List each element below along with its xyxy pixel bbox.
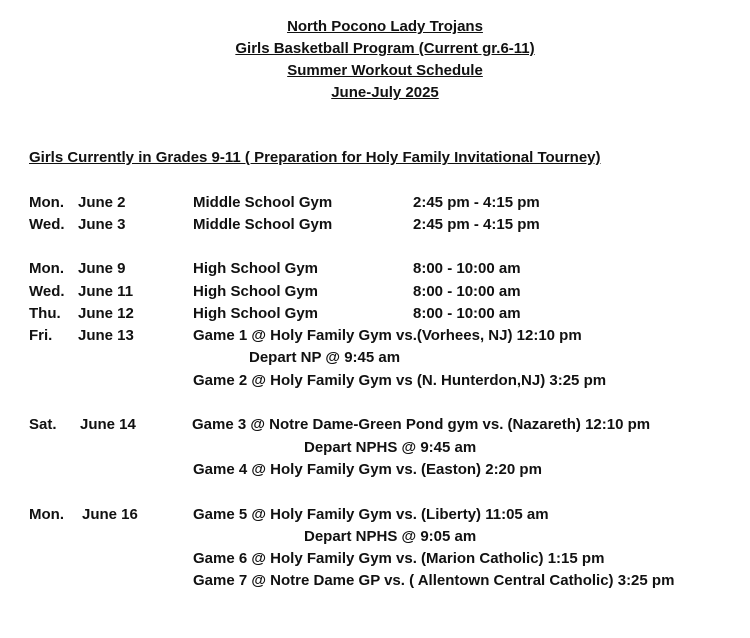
- row-location: High School Gym: [193, 260, 319, 277]
- row-time: 8:00 - 10:00 am: [413, 305, 521, 322]
- row-location: Game 1 @ Holy Family Gym vs.(Vorhees, NJ) 12:10 pm: [193, 327, 582, 344]
- row-location: Game 2 @ Holy Family Gym vs (N. Hunterdon,NJ) 3:25 pm: [193, 372, 607, 389]
- row-date: June 2: [78, 194, 126, 211]
- row-day: Mon.: [29, 506, 64, 523]
- row-date: June 11: [78, 283, 134, 300]
- row-day: Mon.: [29, 194, 64, 211]
- section-title: Girls Currently in Grades 9-11 ( Preparation for Holy Family Invitational Tourney): [29, 149, 601, 166]
- row-time: 8:00 - 10:00 am: [413, 260, 521, 277]
- row-time: 2:45 pm - 4:15 pm: [413, 216, 540, 233]
- schedule-title: Summer Workout Schedule: [287, 62, 483, 79]
- row-departure: Depart NP @ 9:45 am: [249, 349, 401, 366]
- row-location: Game 3 @ Notre Dame-Green Pond gym vs. (Nazareth) 12:10 pm: [192, 416, 651, 433]
- row-location: Middle School Gym: [193, 194, 333, 211]
- row-day: Mon.: [29, 260, 64, 277]
- row-day: Wed.: [29, 216, 65, 233]
- row-day: Sat.: [29, 416, 57, 433]
- row-location: High School Gym: [193, 283, 319, 300]
- row-time: 8:00 - 10:00 am: [413, 283, 521, 300]
- row-time: 2:45 pm - 4:15 pm: [413, 194, 540, 211]
- document-header: [0, 16, 750, 104]
- row-date: June 9: [78, 260, 126, 277]
- row-date: June 14: [80, 416, 136, 433]
- row-departure: Depart NPHS @ 9:05 am: [304, 528, 477, 545]
- row-location: Game 6 @ Holy Family Gym vs. (Marion Catholic) 1:15 pm: [193, 550, 605, 567]
- schedule-dates: June-July 2025: [331, 84, 439, 101]
- row-day: Wed.: [29, 283, 65, 300]
- row-day: Thu.: [29, 305, 61, 322]
- row-date: June 13: [78, 327, 134, 344]
- row-location: Game 4 @ Holy Family Gym vs. (Easton) 2:20 pm: [193, 461, 542, 478]
- row-location: Middle School Gym: [193, 216, 333, 233]
- team-name: North Pocono Lady Trojans: [287, 18, 483, 35]
- row-location: High School Gym: [193, 305, 319, 322]
- row-location: Game 5 @ Holy Family Gym vs. (Liberty) 11:05 am: [193, 506, 549, 523]
- program-name: Girls Basketball Program (Current gr.6-11): [235, 40, 535, 57]
- row-location: Game 7 @ Notre Dame GP vs. ( Allentown Central Catholic) 3:25 pm: [193, 572, 675, 589]
- row-departure: Depart NPHS @ 9:45 am: [304, 439, 477, 456]
- row-date: June 16: [82, 506, 138, 523]
- row-day: Fri.: [29, 327, 53, 344]
- row-date: June 12: [78, 305, 134, 322]
- row-date: June 3: [78, 216, 126, 233]
